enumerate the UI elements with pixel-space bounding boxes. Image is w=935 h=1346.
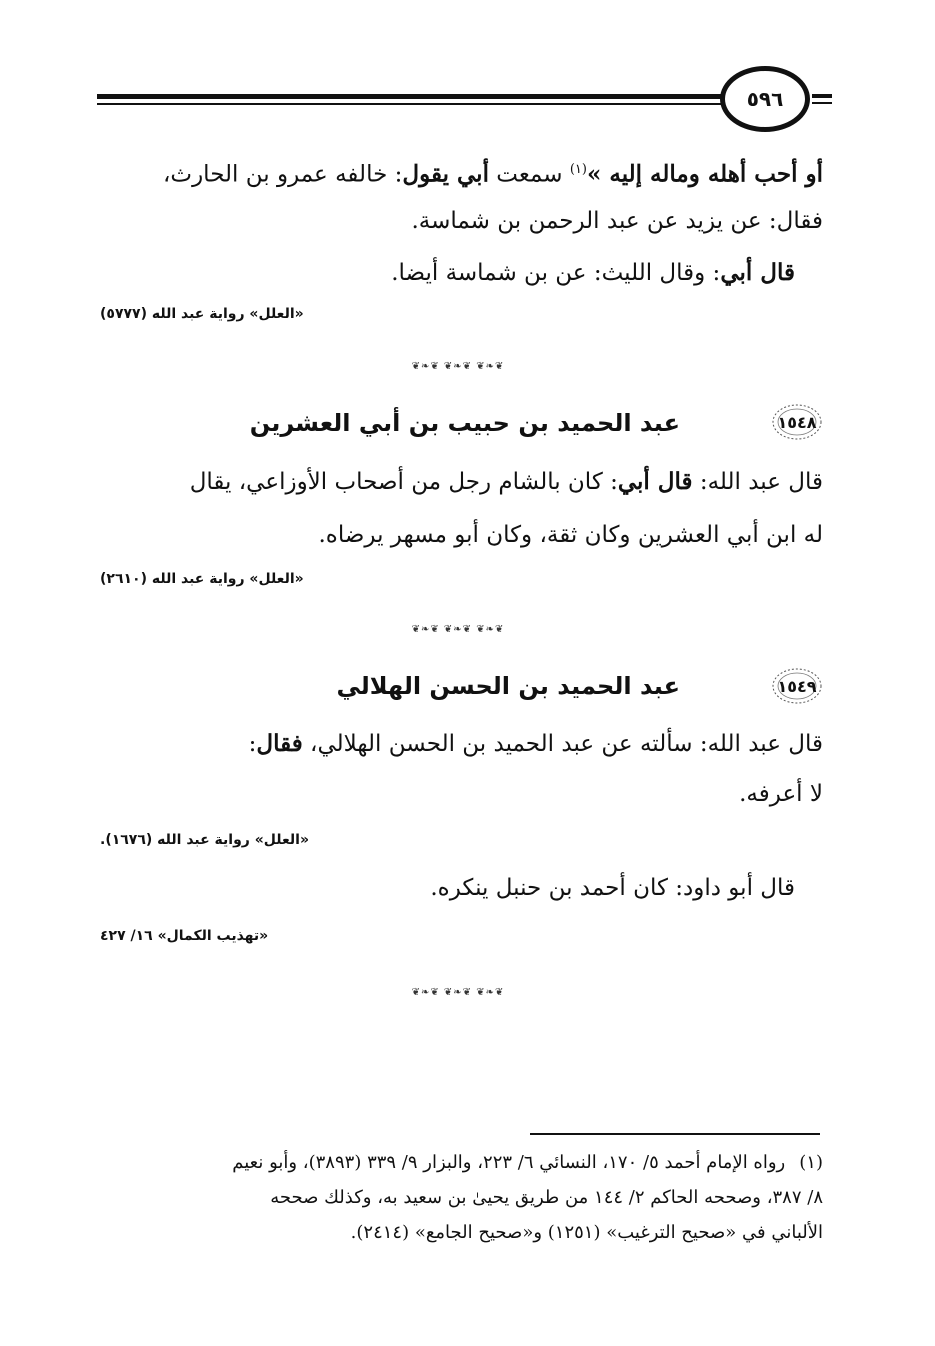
- header-rule-thick: [97, 94, 722, 99]
- entry-number: ١٥٤٨: [777, 412, 817, 432]
- entry-1549-line-1-bold: فقال: [256, 730, 303, 757]
- entry-1549-line-1-b: :: [248, 731, 257, 757]
- entry-title: عبد الحميد بن حبيب بن أبي العشرين: [249, 409, 680, 437]
- entry-1548-line-1: [190, 467, 823, 497]
- ornament-divider-2: ❦❧❦ ❦❧❦ ❦❧❦: [411, 624, 505, 635]
- intro-source-ref: «العلل» رواية عبد الله (٥٧٧٧): [100, 306, 304, 322]
- entry-1549-extra-line: قال أبو داود: كان أحمد بن حنبل ينكره.: [430, 875, 795, 901]
- entry-number-badge: [771, 666, 823, 706]
- header-rule-thin: [97, 103, 722, 105]
- intro-line-1-b: سمعت: [488, 161, 570, 188]
- footnote-marker: (١): [799, 1152, 823, 1173]
- page-number-text: ٥٩٦: [746, 87, 784, 111]
- entry-title: عبد الحميد بن الحسن الهلالي: [336, 672, 680, 700]
- entry-number-badge: [771, 402, 823, 442]
- header-rule-right-thick: [812, 94, 832, 98]
- footnote-line-1: [232, 1150, 823, 1176]
- intro-line-1: [163, 155, 823, 190]
- entry-1548-line-1-a: قال عبد الله:: [692, 469, 823, 495]
- entry-number: ١٥٤٩: [777, 676, 817, 696]
- footnote-rule: [530, 1133, 820, 1135]
- entry-1548-line-1-b: : كان بالشام رجل من أصحاب الأوزاعي، يقال: [189, 469, 618, 495]
- entry-1548-source-ref: «العلل» رواية عبد الله (٢٦١٠): [100, 571, 304, 587]
- intro-line-1-a: أو أحب أهله وماله إليه »: [586, 160, 823, 188]
- entry-1549-extra-ref: «تهذيب الكمال» ١٦/ ٤٢٧: [100, 928, 269, 944]
- intro-line-1-c: : خالفه عمرو بن الحارث،: [163, 161, 403, 188]
- page-number: [720, 66, 810, 132]
- entry-1549-line-1: [249, 729, 823, 759]
- entry-1549-line-2: لا أعرفه.: [739, 781, 823, 807]
- header-rule-right-thin: [812, 102, 832, 104]
- intro-line-1-bold: أبي يقول: [402, 160, 489, 188]
- ornament-divider-3: ❦❧❦ ❦❧❦ ❦❧❦: [411, 987, 505, 998]
- intro-line-2: فقال: عن يزيد عن عبد الرحمن بن شماسة.: [411, 208, 823, 234]
- footnote-line-2: ٨/ ٣٨٧، وصححه الحاكم ٢/ ١٤٤ من طريق يحيىٰ بن سعيد به، وكذلك صححه: [270, 1187, 823, 1208]
- ornament-divider-1: ❦❧❦ ❦❧❦ ❦❧❦: [411, 361, 505, 372]
- intro-line-3-rest: : وقال الليث: عن بن شماسة أيضا.: [391, 260, 721, 286]
- entry-1548-line-1-bold: قال أبي: [617, 468, 693, 495]
- intro-line-3: [391, 258, 795, 288]
- entry-1549-line-1-a: قال عبد الله: سألته عن عبد الحميد بن الحسن الهلالي،: [302, 731, 823, 757]
- intro-line-3-bold: قال أبي: [720, 259, 795, 286]
- footnote-line-3: الألباني في «صحيح الترغيب» (١٢٥١) و«صحيح الجامع» (٢٤١٤).: [350, 1222, 823, 1243]
- footnote-ref-1[interactable]: (١): [569, 162, 587, 177]
- footnote-line-1-text: رواه الإمام أحمد ٥/ ١٧٠، النسائي ٦/ ٢٢٣، والبزار ٩/ ٣٣٩ (٣٨٩٣)، وأبو نعيم: [232, 1152, 786, 1173]
- entry-1548-line-2: له ابن أبي العشرين وكان ثقة، وكان أبو مسهر يرضاه.: [318, 522, 823, 548]
- entry-1549-source-ref: «العلل» رواية عبد الله (١٦٧٦).: [100, 832, 309, 848]
